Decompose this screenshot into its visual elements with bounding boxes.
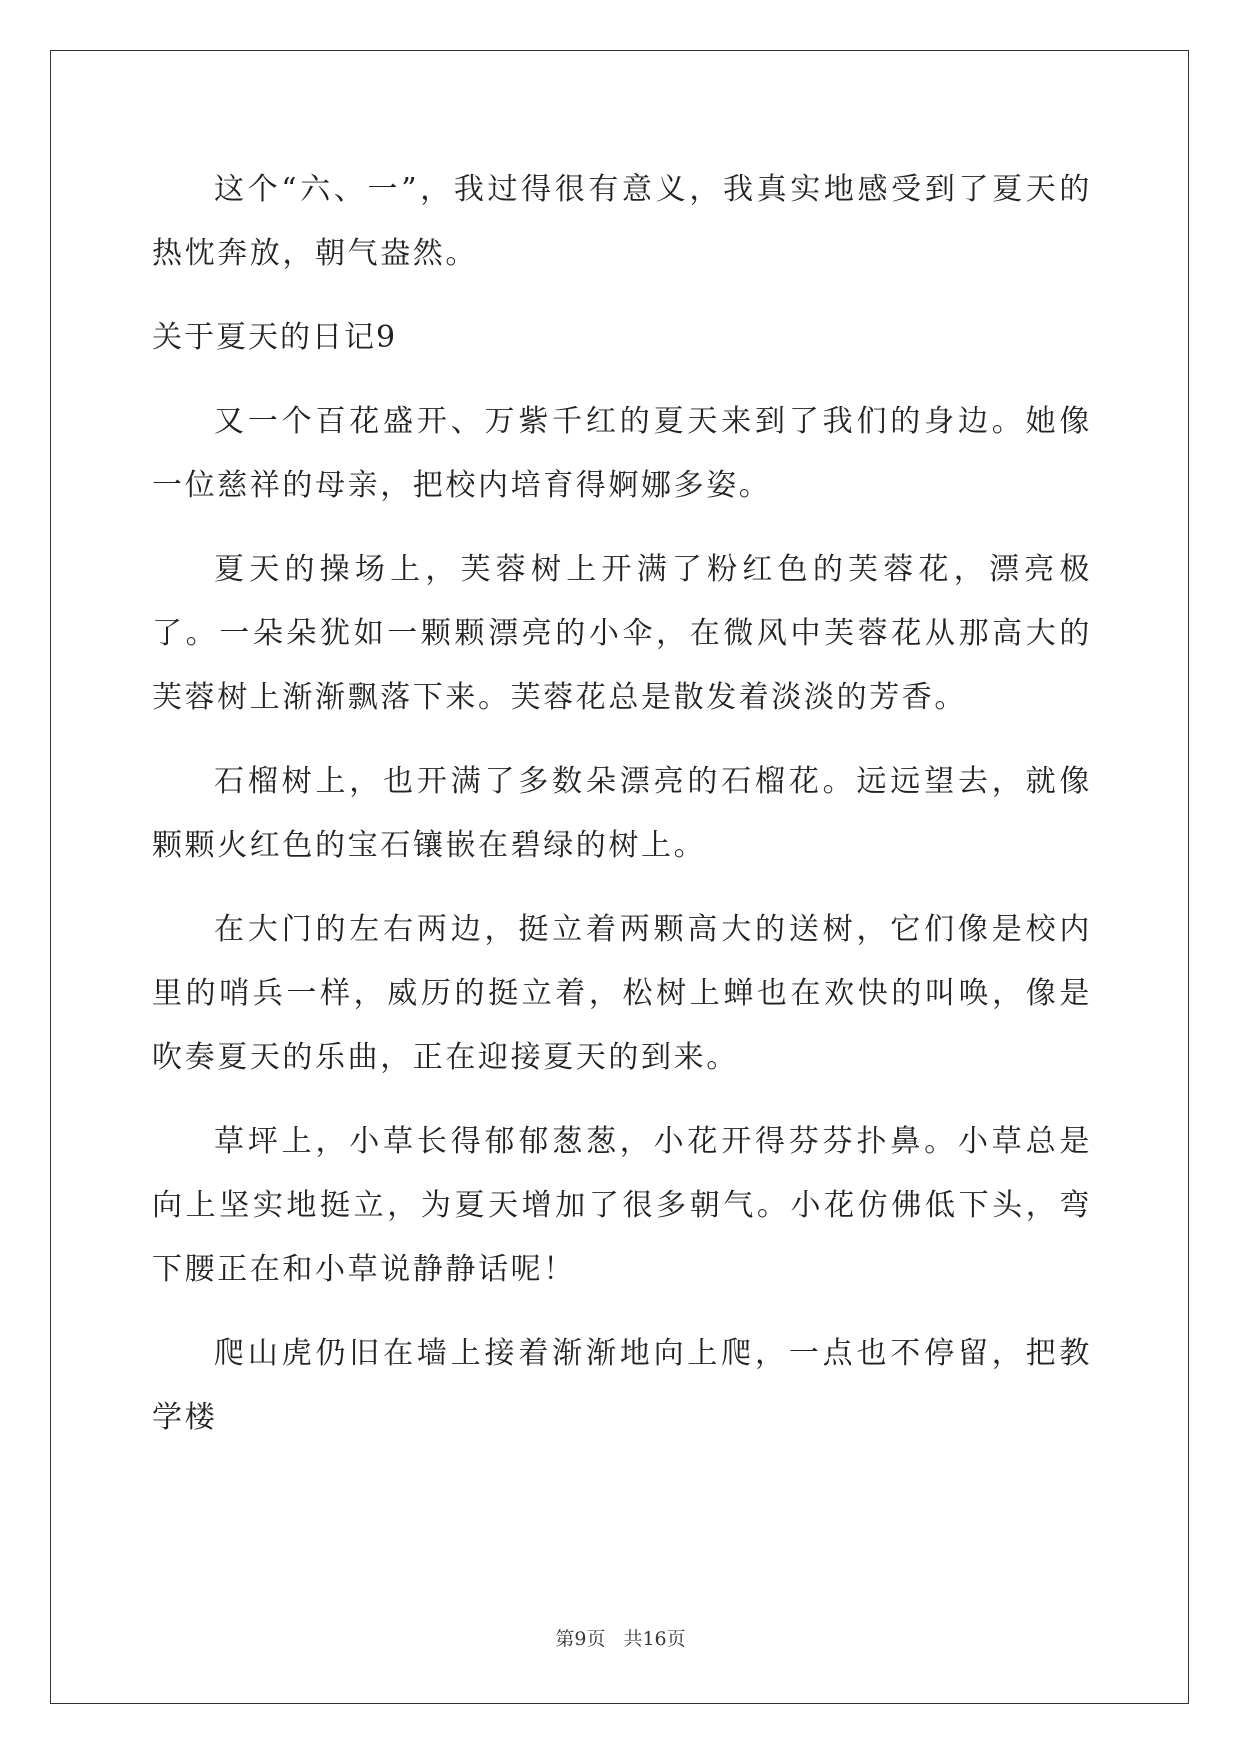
paragraph: 爬山虎仍旧在墙上接着渐渐地向上爬，一点也不停留，把教学楼 [152, 1336, 1092, 1435]
paragraph: 这个“六、一”，我过得很有意义，我真实地感受到了夏天的热忱奔放，朝气盎然。 [152, 172, 1092, 271]
section-heading: 关于夏天的日记9 [152, 320, 398, 355]
current-page-label: 第9页 [555, 1628, 606, 1650]
total-pages-label: 共16页 [623, 1628, 686, 1650]
paragraph: 石榴树上，也开满了多数朵漂亮的石榴花。远远望去，就像颗颗火红色的宝石镶嵌在碧绿的树上。 [152, 764, 1092, 863]
paragraph: 在大门的左右两边，挺立着两颗高大的送树，它们像是校内里的哨兵一样，威历的挺立着，松树上蝉也在欢快的叫唤，像是吹奏夏天的乐曲，正在迎接夏天的到来。 [152, 912, 1092, 1075]
page-footer [0, 1624, 1241, 1651]
document-body [152, 158, 1092, 1470]
paragraph: 又一个百花盛开、万紫千红的夏天来到了我们的身边。她像一位慈祥的母亲，把校内培育得婀娜多姿。 [152, 404, 1092, 503]
paragraph: 夏天的操场上，芙蓉树上开满了粉红色的芙蓉花，漂亮极了。一朵朵犹如一颗颗漂亮的小伞，在微风中芙蓉花从那高大的芙蓉树上渐渐飘落下来。芙蓉花总是散发着淡淡的芳香。 [152, 552, 1092, 715]
paragraph: 草坪上，小草长得郁郁葱葱，小花开得芬芬扑鼻。小草总是向上坚实地挺立，为夏天增加了很多朝气。小花仿佛低下头，弯下腰正在和小草说静静话呢！ [152, 1124, 1092, 1287]
